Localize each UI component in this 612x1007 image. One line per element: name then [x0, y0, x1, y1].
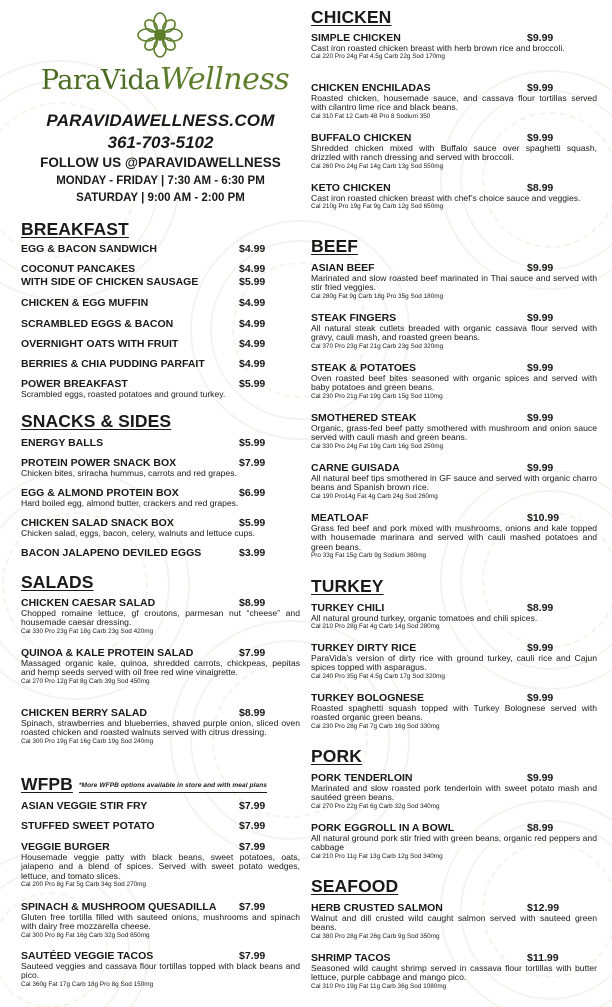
item-name: ASIAN BEEF — [311, 262, 375, 274]
item-price: $5.99 — [239, 378, 266, 390]
item-nutrition: Cal 270 Pro 22g Fat 6g Carb 32g Sod 340mg — [311, 802, 440, 810]
item-price: $7.99 — [239, 841, 266, 853]
item-name: ASIAN VEGGIE STIR FRY — [21, 800, 148, 812]
item-description: Gluten free tortilla filled with sauteed onions, mushrooms and spinach with dairy free mozzarella cheese. — [21, 912, 300, 932]
item-name: VEGGIE BURGER — [21, 841, 110, 853]
item-name: MEATLOAF — [311, 512, 369, 524]
item-name: TURKEY BOLOGNESE — [311, 692, 424, 704]
mandala-icon — [135, 12, 185, 58]
item-description: Housemade veggie patty with black beans, sweet potatoes, oats, jalapeno and a blend of spices. Served with sweet potato wedges, lettuce, and tomato slices. — [21, 852, 300, 881]
item-nutrition: Cal 190 Pro14g Fat 4g Carb 24g Sod 260mg — [311, 492, 438, 500]
item-price: $7.99 — [239, 950, 266, 962]
item-description: Chopped romaine lettuce, gf croutons, parmesan nut “cheese” and housemade caesar dressing. — [21, 608, 300, 628]
item-name: PORK EGGROLL IN A BOWL — [311, 822, 455, 834]
item-name: TURKEY CHILI — [311, 602, 385, 614]
item-nutrition: Cal 300 Pro 19g Fat 16g Carb 19g Sod 240mg — [21, 737, 154, 745]
menu-item — [21, 297, 300, 309]
section-title-text: WFPB — [21, 774, 73, 794]
item-price: $7.99 — [239, 800, 266, 812]
item-name: TURKEY DIRTY RICE — [311, 642, 417, 654]
item-description: Organic, grass-fed beef patty smothered with mushroom and onion sauce served with cauli mash and green beans. — [311, 423, 597, 443]
item-nutrition: Cal 230 Pro 28g Fat 7g Carb 16g Sod 330mg — [311, 722, 440, 730]
item-price: $4.99 — [239, 358, 266, 370]
item-nutrition: Cal 210 Pro 11g Fat 13g Carb 12g Sod 340mg — [311, 852, 443, 860]
item-nutrition: Cal 310 Pro 19g Fat 11g Carb 36g Sod 1080mg — [311, 982, 447, 990]
section-title-pork: PORK — [311, 746, 362, 766]
item-variant-price: $5.99 — [239, 276, 266, 288]
section-title-turkey: TURKEY — [311, 576, 384, 596]
item-variant-name: WITH SIDE OF CHICKEN SAUSAGE — [21, 276, 199, 288]
menu-item — [21, 517, 300, 538]
item-price: $4.99 — [239, 243, 266, 255]
item-price: $9.99 — [527, 642, 554, 654]
item-nutrition: Cal 260 Pro 24g Fat 14g Carb 13g Sod 550mg — [311, 162, 444, 170]
item-price: $9.99 — [527, 772, 554, 784]
item-price: $9.99 — [527, 412, 554, 424]
item-description: Marinated and slow roasted beef marinated in Thai sauce and served with stir fried veggies. — [311, 273, 597, 293]
item-description: Roasted chicken, housemade sauce, and cassava flour tortillas served with cilantro lime rice and black beans. — [311, 93, 597, 113]
item-price: $9.99 — [527, 32, 554, 44]
logo-word-left: ParaVida — [40, 65, 160, 96]
hours-weekday: MONDAY - FRIDAY | 7:30 AM - 6:30 PM — [56, 175, 265, 187]
item-name: ENERGY BALLS — [21, 437, 104, 449]
menu-item — [311, 772, 597, 811]
item-name: SMOTHERED STEAK — [311, 412, 417, 424]
item-name: SHRIMP TACOS — [311, 952, 391, 964]
item-name: BACON JALAPENO DEVILED EGGS — [21, 547, 202, 559]
menu-item — [21, 901, 300, 940]
item-nutrition: Cal 380 Pro 28g Fat 26g Carb 9g Sod 350mg — [311, 932, 440, 940]
item-name: CHICKEN SALAD SNACK BOX — [21, 517, 174, 529]
menu-item — [311, 692, 597, 731]
menu-item — [21, 358, 300, 370]
menu-item — [311, 642, 597, 681]
item-name: SIMPLE CHICKEN — [311, 32, 401, 44]
item-description: Grass fed beef and pork mixed with mushrooms, onions and kale topped with housemade marinara and served with cauli mashed potatoes and green beans. — [311, 523, 597, 552]
menu-item — [311, 462, 597, 501]
item-name: CARNE GUISADA — [311, 462, 400, 474]
item-price: $8.99 — [527, 182, 554, 194]
item-name: STEAK FINGERS — [311, 312, 397, 324]
item-description: All natural steak cutlets breaded with organic cassava flour served with gravy, cauli mash, and roasted green beans. — [311, 323, 597, 343]
item-description: Massaged organic kale, quinoa, shredded carrots, chickpeas, pepitas and hemp seeds served with oil free red wine vinaigrette. — [21, 658, 300, 678]
item-description: Seasoned wild caught shrimp served in cassava flour tortillas with butter lettuce, purple cabbage and mango pico. — [311, 963, 597, 983]
phone-number[interactable]: 361-703-5102 — [107, 133, 214, 152]
menu-item — [311, 132, 597, 171]
item-nutrition: Cal 230 Pro 21g Fat 19g Carb 15g Sod 110mg — [311, 392, 443, 400]
item-nutrition: Pro 33g Fat 15g Carb 9g Sodium 360mg — [311, 552, 427, 560]
item-nutrition: Cal 330 Pro 24g Fat 19g Carb 16g Sod 250mg — [311, 442, 444, 450]
item-name: BERRIES & CHIA PUDDING PARFAIT — [21, 358, 205, 370]
menu-item — [311, 952, 597, 991]
section-title-breakfast: BREAKFAST — [21, 219, 129, 239]
item-nutrition: Cal 280g Fat 9g Carb 18g Pro 35g Sod 180mg — [311, 292, 444, 300]
item-name: QUINOA & KALE PROTEIN SALAD — [21, 647, 194, 659]
item-price: $4.99 — [239, 318, 266, 330]
item-price: $9.99 — [527, 462, 554, 474]
menu-item — [21, 457, 300, 478]
item-price: $6.99 — [239, 487, 266, 499]
menu-item — [21, 707, 300, 746]
logo-wordmark — [35, 62, 295, 97]
item-price: $12.99 — [527, 902, 560, 914]
hours-saturday: SATURDAY | 9:00 AM - 2:00 PM — [76, 192, 245, 204]
item-price: $8.99 — [527, 602, 554, 614]
brand-logo — [21, 10, 300, 102]
item-description: Marinated and slow roasted pork tenderloin with sweet potato mash and sautéed green beans. — [311, 783, 597, 803]
section-title-seafood: SEAFOOD — [311, 876, 399, 896]
item-nutrition: Cal 220 Pro 24g Fat 4.5g Carb 22g Sod 170mg — [311, 53, 445, 61]
section-note: *More WFPB options available in store and with meal plans — [78, 781, 268, 789]
item-name: CHICKEN ENCHILADAS — [311, 82, 431, 94]
item-name: SAUTÉED VEGGIE TACOS — [21, 950, 154, 962]
menu-item — [311, 822, 597, 861]
menu-item — [21, 647, 300, 686]
menu-item — [21, 487, 300, 508]
item-name: CHICKEN & EGG MUFFIN — [21, 297, 149, 309]
item-nutrition: Cal 310 Fat 12 Carb 48 Pro 8 Sodium 350 — [311, 112, 431, 120]
section-title-chicken: CHICKEN — [311, 7, 392, 27]
item-nutrition: Cal 210 Pro 28g Fat 4g Carb 14g Sod 280mg — [311, 623, 440, 631]
section-title-snacks: SNACKS & SIDES — [21, 411, 172, 431]
item-description: All natural ground turkey, organic tomatoes and chili spices. — [311, 613, 538, 623]
item-price: $11.99 — [527, 952, 559, 964]
social-follow: FOLLOW US @PARAVIDAWELLNESS — [40, 155, 281, 170]
logo-word-right: Wellness — [159, 62, 290, 97]
item-description: All natural ground pork stir fried with green beans, organic red peppers and cabbage — [311, 833, 597, 853]
item-description: Cast iron roasted chicken breast with herb brown rice and broccoli. — [311, 43, 565, 53]
item-price: $5.99 — [239, 437, 266, 449]
item-name: STUFFED SWEET POTATO — [21, 820, 155, 832]
section-title-salads: SALADS — [21, 572, 94, 592]
item-description: Sauteed veggies and cassava flour tortillas topped with black beans and pico. — [21, 961, 300, 981]
item-nutrition: Cal 370 Pro 23g Fat 21g Carb 23g Sod 320mg — [311, 342, 444, 350]
item-description: Shredded chicken mixed with Buffalo sauce over spaghetti squash, drizzled with ranch dressing and served with broccoli. — [311, 143, 597, 163]
menu-item — [21, 318, 300, 330]
item-description: ParaVida’s version of dirty rice with ground turkey, cauli rice and Cajun spices topped with asparagus. — [311, 653, 597, 673]
item-price: $8.99 — [239, 597, 266, 609]
menu-item — [311, 32, 597, 61]
menu-item — [21, 597, 300, 636]
menu-item — [311, 82, 597, 121]
item-name: STEAK & POTATOES — [311, 362, 417, 374]
item-price: $9.99 — [527, 262, 554, 274]
menu-item — [311, 512, 597, 560]
item-name: HERB CRUSTED SALMON — [311, 902, 443, 914]
item-name: CHICKEN BERRY SALAD — [21, 707, 148, 719]
item-description: Cast iron roasted chicken breast with chef’s choice sauce and veggies. — [311, 193, 581, 203]
item-description: All natural beef tips smothered in GF sauce and served with organic charro beans and Spanish brown rice. — [311, 473, 597, 493]
item-name: COCONUT PANCAKES — [21, 263, 136, 275]
item-description: Walnut and dill crusted wild caught salmon served with sauteed green beans. — [311, 913, 597, 933]
website-link[interactable]: PARAVIDAWELLNESS.COM — [46, 111, 275, 130]
menu-item — [311, 602, 597, 631]
item-name: EGG & BACON SANDWICH — [21, 243, 157, 255]
item-price: $4.99 — [239, 297, 266, 309]
item-price: $7.99 — [239, 457, 266, 469]
menu-item — [21, 437, 300, 449]
item-name: BUFFALO CHICKEN — [311, 132, 412, 144]
menu-item — [21, 338, 300, 350]
item-price: $10.99 — [527, 512, 560, 524]
item-price: $9.99 — [527, 312, 554, 324]
item-nutrition: Cal 360g Fat 17g Carb 18g Pro 8g Sod 150mg — [21, 980, 154, 988]
item-name: CHICKEN CAESAR SALAD — [21, 597, 156, 609]
menu-item — [21, 800, 300, 812]
item-price: $3.99 — [239, 547, 266, 559]
item-description: Roasted spaghetti squash topped with Turkey Bolognese served with roasted organic green beans. — [311, 703, 597, 723]
item-description: Spinach, strawberries and blueberries, shaved purple onion, sliced oven roasted chicken and roasted walnuts served with citrus dressing. — [21, 718, 300, 738]
item-price: $8.99 — [527, 822, 554, 834]
item-name: PORK TENDERLOIN — [311, 772, 413, 784]
item-nutrition: Cal 210g Pro 19g Fat 9g Carb 12g Sod 650mg — [311, 203, 444, 211]
item-price: $7.99 — [239, 901, 266, 913]
item-nutrition: Cal 200 Pro 8g Fat 5g Carb 34g Sod 270mg — [21, 881, 147, 889]
menu-item — [311, 262, 597, 301]
item-description: Hard boiled egg, almond butter, crackers and red grapes. — [21, 498, 239, 508]
menu-item — [21, 243, 300, 255]
menu-item — [21, 950, 300, 989]
item-price: $9.99 — [527, 692, 554, 704]
menu-item — [21, 378, 300, 399]
item-description: Chicken salad, eggs, bacon, celery, walnuts and lettuce cups. — [21, 528, 255, 538]
section-title-beef: BEEF — [311, 236, 359, 256]
item-nutrition: Cal 300 Pro 8g Fat 16g Carb 32g Sod 850mg — [21, 931, 150, 939]
menu-item — [311, 312, 597, 351]
menu-item — [21, 547, 300, 559]
item-nutrition: Cal 270 Pro 12g Fat 8g Carb 39g Sod 450mg — [21, 677, 150, 685]
item-name: SCRAMBLED EGGS & BACON — [21, 318, 174, 330]
menu-item — [21, 820, 300, 832]
item-price: $5.99 — [239, 517, 266, 529]
item-price: $7.99 — [239, 820, 266, 832]
item-price: $4.99 — [239, 338, 266, 350]
menu-item — [21, 841, 300, 889]
item-name: SPINACH & MUSHROOM QUESADILLA — [21, 901, 217, 913]
item-price: $7.99 — [239, 647, 266, 659]
menu-item — [311, 182, 597, 211]
item-price: $9.99 — [527, 132, 554, 144]
item-price: $8.99 — [239, 707, 266, 719]
menu-item — [311, 412, 597, 451]
item-nutrition: Cal 240 Pro 35g Fat 4.5g Carb 17g Sod 320mg — [311, 672, 445, 680]
item-name: POWER BREAKFAST — [21, 378, 128, 390]
item-description: Oven roasted beef bites seasoned with organic spices and served with baby potatoes and green beans. — [311, 373, 597, 393]
item-price: $4.99 — [239, 263, 266, 275]
item-name: KETO CHICKEN — [311, 182, 391, 194]
section-title-wfpb — [21, 774, 267, 795]
item-name: PROTEIN POWER SNACK BOX — [21, 457, 177, 469]
menu-item — [311, 902, 597, 941]
item-name: EGG & ALMOND PROTEIN BOX — [21, 487, 179, 499]
menu-item — [311, 362, 597, 401]
item-nutrition: Cal 330 Pro 23g Fat 18g Carb 23g Sod 420mg — [21, 627, 154, 635]
item-description: Chicken bites, sriracha hummus, carrots and red grapes. — [21, 468, 237, 478]
item-name: OVERNIGHT OATS WITH FRUIT — [21, 338, 179, 350]
item-price: $9.99 — [527, 82, 554, 94]
item-price: $9.99 — [527, 362, 554, 374]
menu-item — [21, 263, 300, 288]
item-description: Scrambled eggs, roasted potatoes and ground turkey. — [21, 389, 226, 399]
